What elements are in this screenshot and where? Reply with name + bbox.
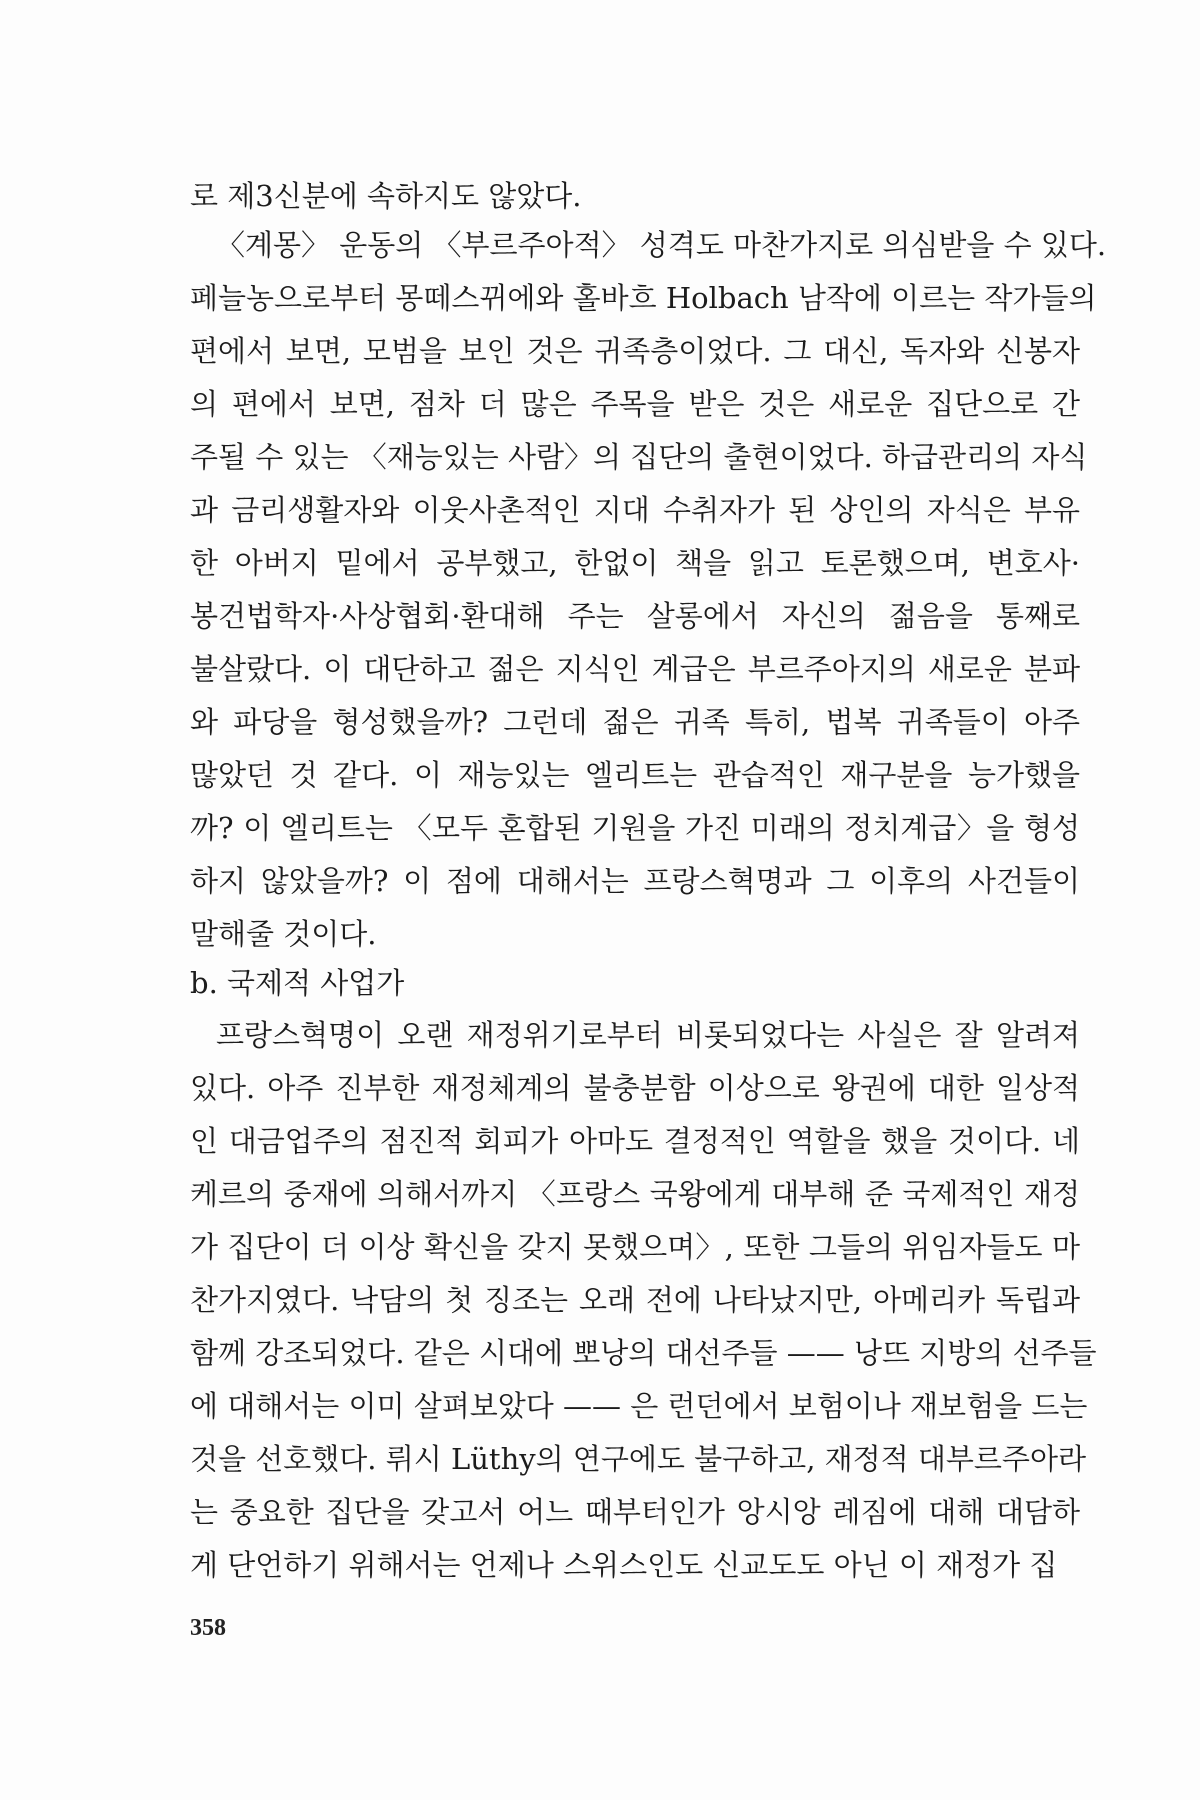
text-line: 게 단언하기 위해서는 언제나 스위스인도 신교도도 아닌 이 재정가 집	[190, 1548, 1058, 1582]
text-line: 한 아버지 밑에서 공부했고, 한없이 책을 읽고 토론했으며, 변호사·	[190, 546, 1080, 580]
paragraph-continuation	[190, 170, 1080, 223]
text-line: 의 편에서 보면, 점차 더 많은 주목을 받은 것은 새로운 집단으로 간	[190, 387, 1080, 421]
text-line: 봉건법학자·사상협회·환대해 주는 살롱에서 자신의 젊음을 통째로	[190, 599, 1080, 633]
text-line: 〈계몽〉 운동의 〈부르주아적〉 성격도 마찬가지로 의심받을 수 있다.	[216, 228, 1107, 262]
text-line: 는 중요한 집단을 갖고서 어느 때부터인가 앙시앙 레짐에 대해 대담하	[190, 1495, 1080, 1529]
text-line: 인 대금업주의 점진적 회피가 아마도 결정적인 역할을 했을 것이다. 네	[190, 1124, 1080, 1158]
text-line: 페늘농으로부터 몽떼스뀌에와 홀바흐 Holbach 남작에 이르는 작가들의	[190, 281, 1097, 315]
text-line: 것을 선호했다. 뤼시 Lüthy의 연구에도 불구하고, 재정적 대부르주아라	[190, 1442, 1086, 1476]
text-line: 까? 이 엘리트는 〈모두 혼합된 기원을 가진 미래의 정치계급〉을 형성	[190, 811, 1080, 845]
text-line: 하지 않았을까? 이 점에 대해서는 프랑스혁명과 그 이후의 사건들이	[190, 864, 1080, 898]
text-line: 주될 수 있는 〈재능있는 사람〉의 집단의 출현이었다. 하급관리의 자식	[190, 440, 1088, 474]
section-heading: b. 국제적 사업가	[190, 966, 405, 1000]
page-number: 358	[190, 1615, 226, 1641]
text-line: 많았던 것 같다. 이 재능있는 엘리트는 관습적인 재구분을 능가했을	[190, 758, 1080, 792]
text-line: 있다. 아주 진부한 재정체계의 불충분함 이상으로 왕권에 대한 일상적	[190, 1071, 1080, 1105]
text-line: 함께 강조되었다. 같은 시대에 뽀낭의 대선주들 —— 낭뜨 지방의 선주들	[190, 1336, 1097, 1370]
text-line: 말해줄 것이다.	[190, 917, 377, 951]
text-line: 찬가지였다. 낙담의 첫 징조는 오래 전에 나타났지만, 아메리카 독립과	[190, 1283, 1080, 1317]
text-line: 케르의 중재에 의해서까지 〈프랑스 국왕에게 대부해 준 국제적인 재정	[190, 1177, 1080, 1211]
text-line: 에 대해서는 이미 살펴보았다 —— 은 런던에서 보험이나 재보험을 드는	[190, 1389, 1088, 1423]
text-line: 와 파당을 형성했을까? 그런데 젊은 귀족 특히, 법복 귀족들이 아주	[190, 705, 1080, 739]
section-heading-block	[190, 958, 1080, 1008]
paragraph-financial-crisis	[190, 1009, 1097, 1592]
paragraph-enlightenment	[190, 219, 1107, 961]
text-line: 불살랐다. 이 대단하고 젊은 지식인 계급은 부르주아지의 새로운 분파	[190, 652, 1080, 686]
text-line: 과 금리생활자와 이웃사촌적인 지대 수취자가 된 상인의 자식은 부유	[190, 493, 1080, 527]
text-line: 가 집단이 더 이상 확신을 갖지 못했으며〉, 또한 그들의 위임자들도 마	[190, 1230, 1080, 1264]
text-line: 편에서 보면, 모범을 보인 것은 귀족층이었다. 그 대신, 독자와 신봉자	[190, 334, 1080, 368]
text-line: 프랑스혁명이 오랜 재정위기로부터 비롯되었다는 사실은 잘 알려져	[216, 1018, 1080, 1052]
text-line: 로 제3신분에 속하지도 않았다.	[190, 179, 582, 213]
